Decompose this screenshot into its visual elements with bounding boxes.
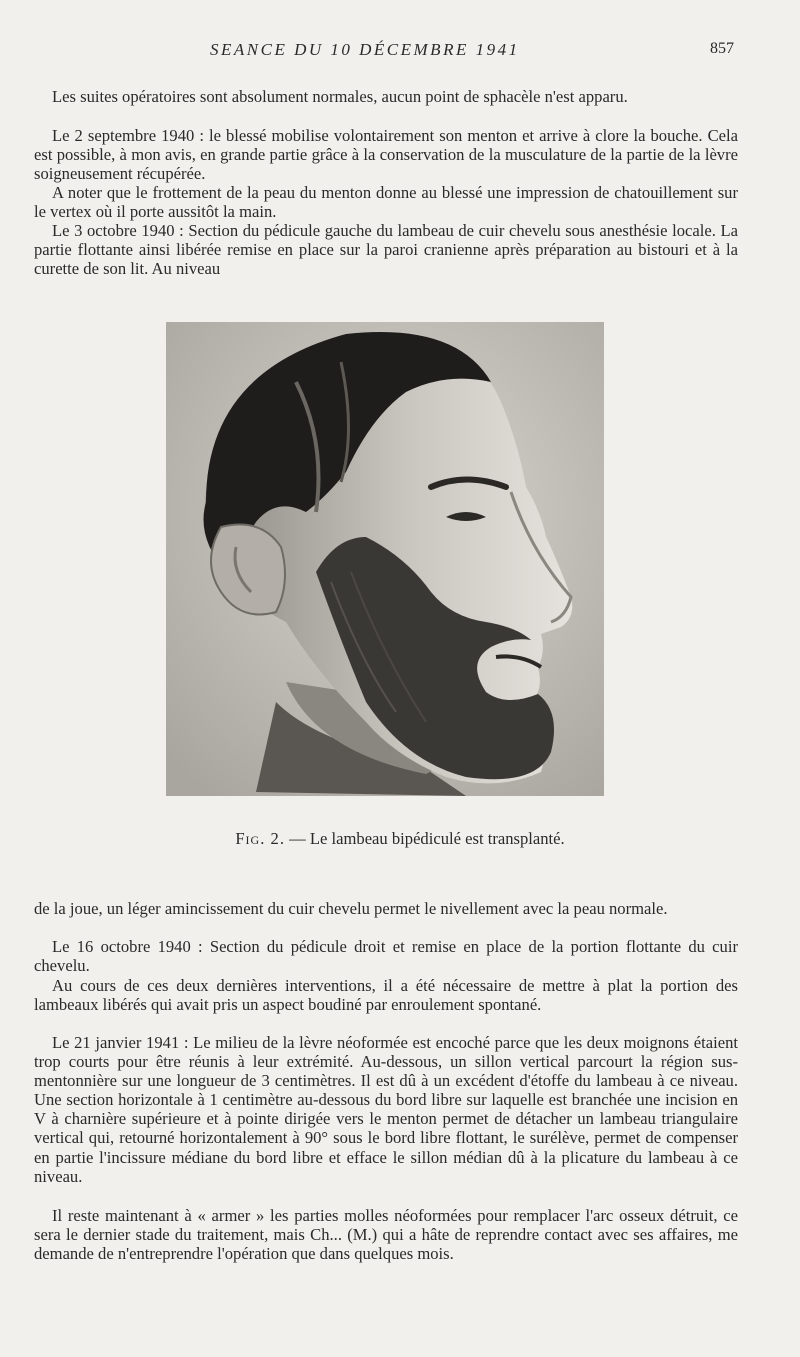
figure-caption-text: — Le lambeau bipédiculé est transplanté. <box>284 829 565 848</box>
paragraph: A noter que le frottement de la peau du menton donne au blessé une impression de chatouillement sur le vertex où il porte aussitôt la main. <box>34 183 738 222</box>
running-title: SEANCE DU 10 DÉCEMBRE 1941 <box>210 40 520 59</box>
photo-illustration <box>166 322 604 796</box>
paragraph: Le 2 septembre 1940 : le blessé mobilise volontairement son menton et arrive à clore la bouche. Cela est possible, à mon avis, en grande partie grâce à la conservation de la musculature de la partie de la lèvre soigneusement récupérée. <box>34 126 738 184</box>
paragraph: de la joue, un léger amincissement du cuir chevelu permet le nivellement avec la peau normale. <box>34 899 668 918</box>
paragraph: Le 3 octobre 1940 : Section du pédicule gauche du lambeau de cuir chevelu sous anesthésie locale. La partie flottante ainsi libérée remise en place sur la paroi cranienne après préparation au bistouri et à la curette de son lit. Au niveau <box>34 221 738 279</box>
paragraph: Le 21 janvier 1941 : Le milieu de la lèvre néoformée est encoché parce que les deux moignons étaient trop courts pour être réunis à leur extrémité. Au-dessous, un sillon vertical parcourt la région sus-mentonnière sur une longueur de 3 centimètres. Il est dû à un excédent d'étoffe du lambeau à ce niveau. Une section horizontale à 1 centimètre au-dessous du bord libre sur laquelle est branchée une incision en V à charnière supérieure et à pointe dirigée vers le menton permet de détacher un lambeau triangulaire vertical qui, retourné horizontalement à 90° sous le bord libre flottant, le surélève, permet de compenser en partie l'incissure médiane du bord libre et efface le sillon médian dû à la plicature du lambeau à ce niveau. <box>34 1033 738 1186</box>
figure-caption <box>0 829 800 849</box>
paragraph: Le 16 octobre 1940 : Section du pédicule droit et remise en place de la portion flottante du cuir chevelu. <box>34 937 738 976</box>
page-number: 857 <box>710 40 734 57</box>
figure-label: Fig. 2. <box>235 829 285 848</box>
paragraph: Il reste maintenant à « armer » les parties molles néoformées pour remplacer l'arc osseux détruit, ce sera le dernier stade du traitement, mais Ch... (M.) qui a hâte de reprendre contact avec ses affaires, me demande de n'entreprendre l'opération que dans quelques mois. <box>34 1206 738 1264</box>
paragraph: Au cours de ces deux dernières interventions, il a été nécessaire de mettre à plat la portion des lambeaux libérés qui avait pris un aspect boudiné par enroulement spontané. <box>34 976 738 1015</box>
paragraph: Les suites opératoires sont absolument normales, aucun point de sphacèle n'est apparu. <box>52 87 628 106</box>
patient-photograph <box>166 322 604 796</box>
